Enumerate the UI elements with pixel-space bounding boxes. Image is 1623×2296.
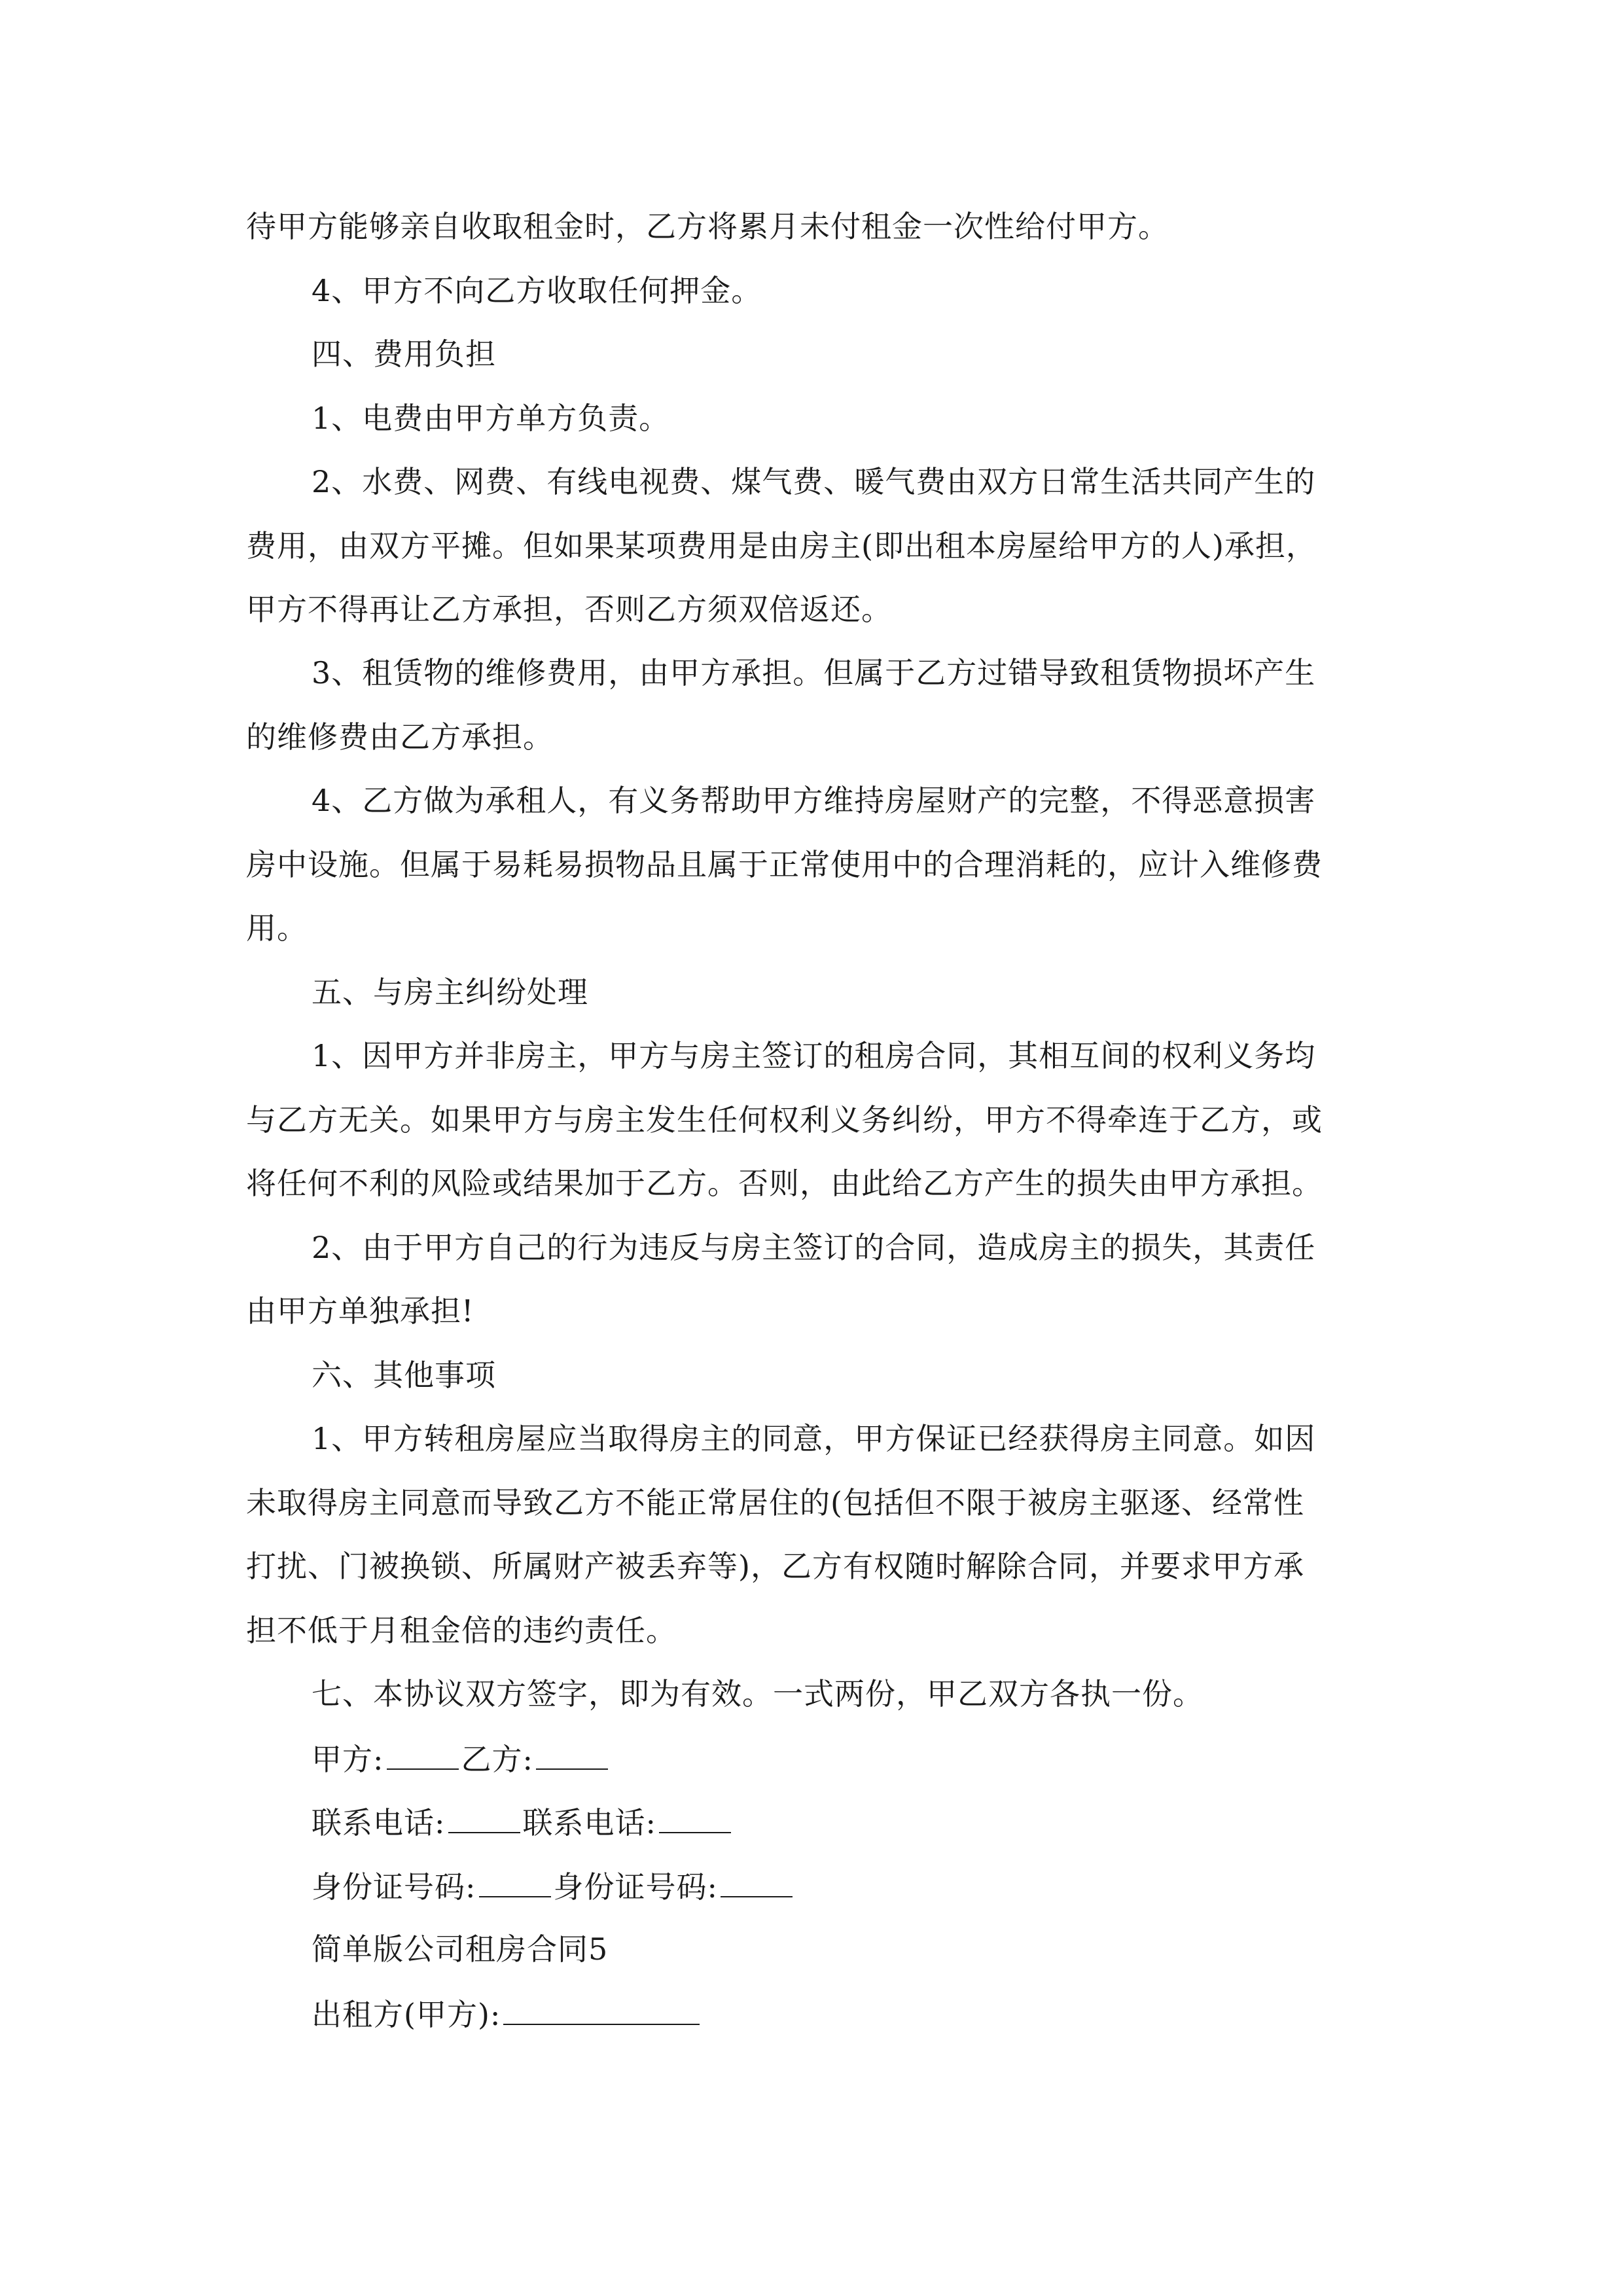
party-a-blank — [387, 1738, 459, 1770]
paragraph-line: 1、甲方转租房屋应当取得房主的同意，甲方保证已经获得房主同意。如因 — [312, 1421, 1316, 1456]
id-b-label: 身份证号码: — [553, 1869, 718, 1905]
section-heading: 六、其他事项 — [312, 1357, 496, 1393]
paragraph-line: 打扰、门被换锁、所属财产被丢弃等)，乙方有权随时解除合同，并要求甲方承 — [246, 1549, 1304, 1584]
paragraph-line: 1、因甲方并非房主，甲方与房主签订的租房合同，其相互间的权利义务均 — [312, 1038, 1316, 1073]
paragraph-line: 的维修费由乙方承担。 — [246, 719, 554, 755]
id-a-blank — [479, 1866, 551, 1897]
paragraph-line: 担不低于月租金倍的违约责任。 — [246, 1613, 677, 1648]
paragraph-line: 2、由于甲方自己的行为违反与房主签订的合同，造成房主的损失，其责任 — [312, 1230, 1316, 1265]
lessor-blank — [503, 1994, 700, 2025]
phone-a-label: 联系电话: — [312, 1805, 446, 1840]
paragraph-line: 待甲方能够亲自收取租金时，乙方将累月未付租金一次性给付甲方。 — [246, 209, 1169, 244]
paragraph-line: 七、本协议双方签字，即为有效。一式两份，甲乙双方各执一份。 — [312, 1676, 1204, 1712]
party-b-label: 乙方: — [461, 1742, 533, 1777]
paragraph-line: 未取得房主同意而导致乙方不能正常居住的(包括但不限于被房主驱逐、经常性 — [246, 1485, 1304, 1520]
lessor-line — [312, 1994, 702, 2034]
signature-phone-line — [312, 1802, 734, 1842]
section-heading: 四、费用负担 — [312, 336, 496, 372]
paragraph-line: 费用，由双方平摊。但如果某项费用是由房主(即出租本房屋给甲方的人)承担， — [246, 528, 1317, 564]
party-b-blank — [536, 1738, 608, 1770]
paragraph-line: 2、水费、网费、有线电视费、煤气费、暖气费由双方日常生活共同产生的 — [312, 464, 1316, 499]
id-b-blank — [721, 1866, 793, 1897]
paragraph-line: 3、租赁物的维修费用，由甲方承担。但属于乙方过错导致租赁物损坏产生 — [312, 655, 1316, 691]
paragraph-line: 用。 — [246, 910, 308, 946]
paragraph-line: 1、电费由甲方单方负责。 — [312, 401, 670, 436]
paragraph-line: 房中设施。但属于易耗易损物品且属于正常使用中的合理消耗的，应计入维修费 — [246, 847, 1323, 882]
paragraph-line: 4、乙方做为承租人，有义务帮助甲方维持房屋财产的完整，不得恶意损害 — [312, 783, 1316, 818]
phone-b-blank — [659, 1802, 731, 1833]
phone-a-blank — [448, 1802, 520, 1833]
signature-id-line — [312, 1866, 795, 1907]
paragraph-line: 甲方不得再让乙方承担，否则乙方须双倍返还。 — [246, 592, 892, 627]
signature-party-line — [312, 1738, 611, 1779]
id-a-label: 身份证号码: — [312, 1869, 476, 1905]
paragraph-line: 与乙方无关。如果甲方与房主发生任何权利义务纠纷，甲方不得牵连于乙方，或 — [246, 1102, 1323, 1138]
phone-b-label: 联系电话: — [522, 1805, 656, 1840]
paragraph-line: 由甲方单独承担! — [246, 1293, 474, 1329]
lessor-label: 出租方(甲方): — [312, 1997, 501, 2032]
next-contract-title: 简单版公司租房合同5 — [312, 1931, 609, 1967]
party-a-label: 甲方: — [312, 1742, 384, 1777]
section-heading: 五、与房主纠纷处理 — [312, 975, 588, 1010]
paragraph-line: 4、甲方不向乙方收取任何押金。 — [312, 273, 762, 308]
paragraph-line: 将任何不利的风险或结果加于乙方。否则，由此给乙方产生的损失由甲方承担。 — [246, 1166, 1323, 1201]
